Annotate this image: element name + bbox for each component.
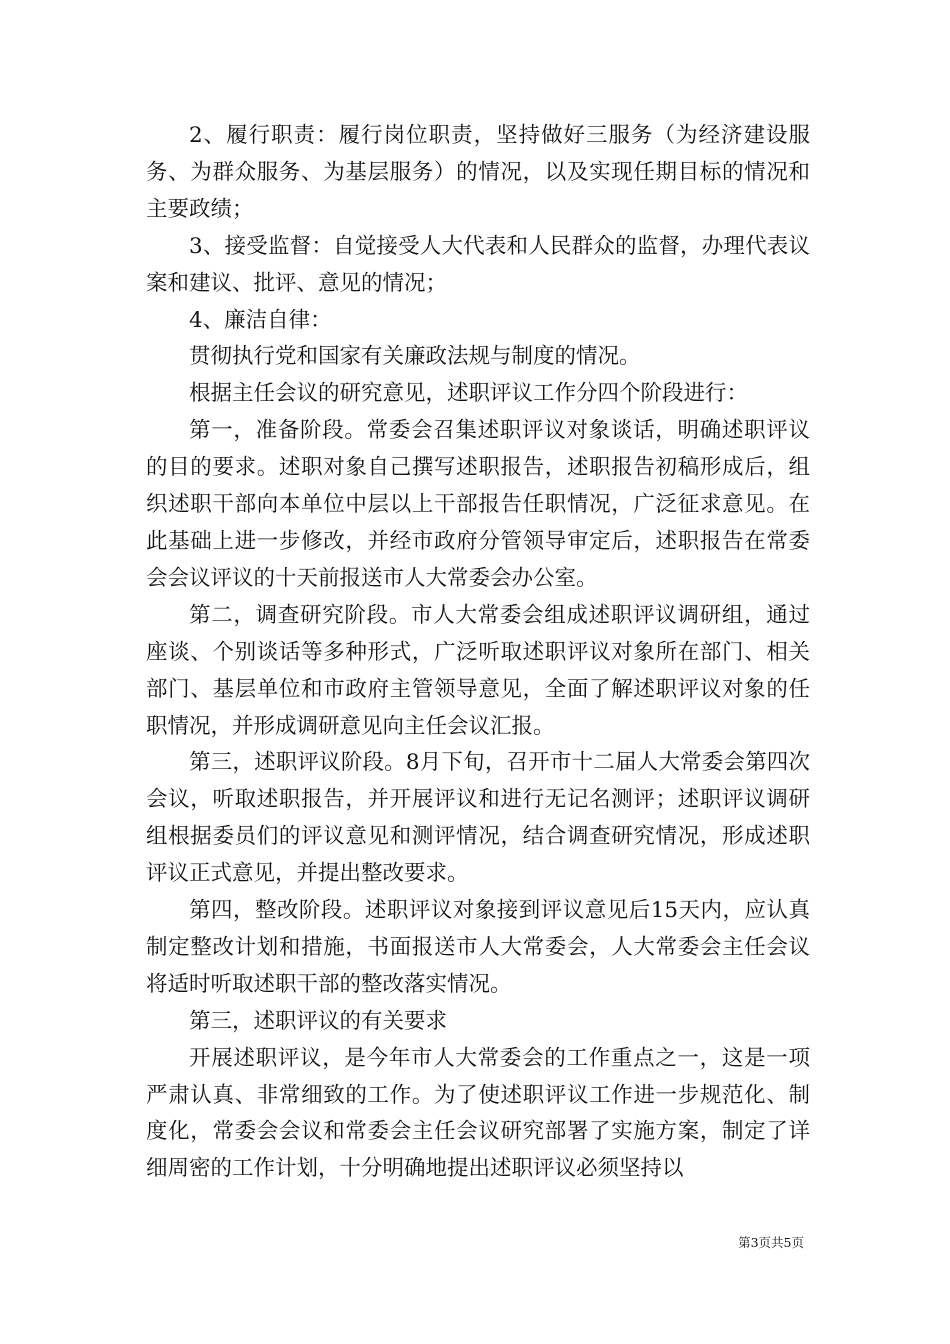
paragraph-stage-4: 第四，整改阶段。述职评议对象接到评议意见后15天内，应认真制定整改计划和措施，书面报送市人大常委会，人大常委会主任会议将适时听取述职干部的整改落实情况。 xyxy=(146,898,810,997)
paragraph-requirements: 开展述职评议，是今年市人大常委会的工作重点之一，这是一项严肃认真、非常细致的工作。为了使述职评议工作进一步规范化、制度化，常委会会议和常委会主任会议研究部署了实施方案，制定了详细周密的工作计划，十分明确地提出述职评议必须坚持以 xyxy=(146,1045,810,1182)
page-number: 第3页共5页 xyxy=(738,1235,804,1250)
paragraph-stage-3: 第三，述职评议阶段。8月下旬，召开市十二届人大常委会第四次会议，听取述职报告，并开展评议和进行无记名测评；述职评议调研组根据委员们的评议意见和测评情况，结合调查研究情况，形成述职评议正式意见，并提出整改要求。 xyxy=(146,750,810,887)
paragraph-stage-2: 第二，调查研究阶段。市人大常委会组成述职评议调研组，通过座谈、个别谈话等多种形式，广泛听取述职评议对象所在部门、相关部门、基层单位和市政府主管领导意见，全面了解述职评议对象的任职情况，并形成调研意见向主任会议汇报。 xyxy=(146,602,810,739)
section-heading-requirements: 第三，述职评议的有关要求 xyxy=(189,1008,448,1034)
paragraph-stage-1: 第一，准备阶段。常委会召集述职评议对象谈话，明确述职评议的目的要求。述职对象自己撰写述职报告，述职报告初稿形成后，组织述职干部向本单位中层以上干部报告任职情况，广泛征求意见。在此基础上进一步修改，并经市政府分管领导审定后，述职报告在常委会会议评议的十天前报送市人大常委会办公室。 xyxy=(146,418,810,591)
document-body xyxy=(146,118,810,1188)
paragraph-stages-intro: 根据主任会议的研究意见，述职评议工作分四个阶段进行： xyxy=(189,381,749,407)
paragraph-supervision: 3、接受监督：自觉接受人大代表和人民群众的监督，办理代表议案和建议、批评、意见的情况； xyxy=(146,233,810,296)
paragraph-integrity-body: 贯彻执行党和国家有关廉政法规与制度的情况。 xyxy=(189,344,641,370)
paragraph-integrity-heading: 4、廉洁自律： xyxy=(189,307,332,333)
paragraph-duty: 2、履行职责：履行岗位职责，坚持做好三服务（为经济建设服务、为群众服务、为基层服务）的情况，以及实现任期目标的情况和主要政绩； xyxy=(146,123,810,222)
